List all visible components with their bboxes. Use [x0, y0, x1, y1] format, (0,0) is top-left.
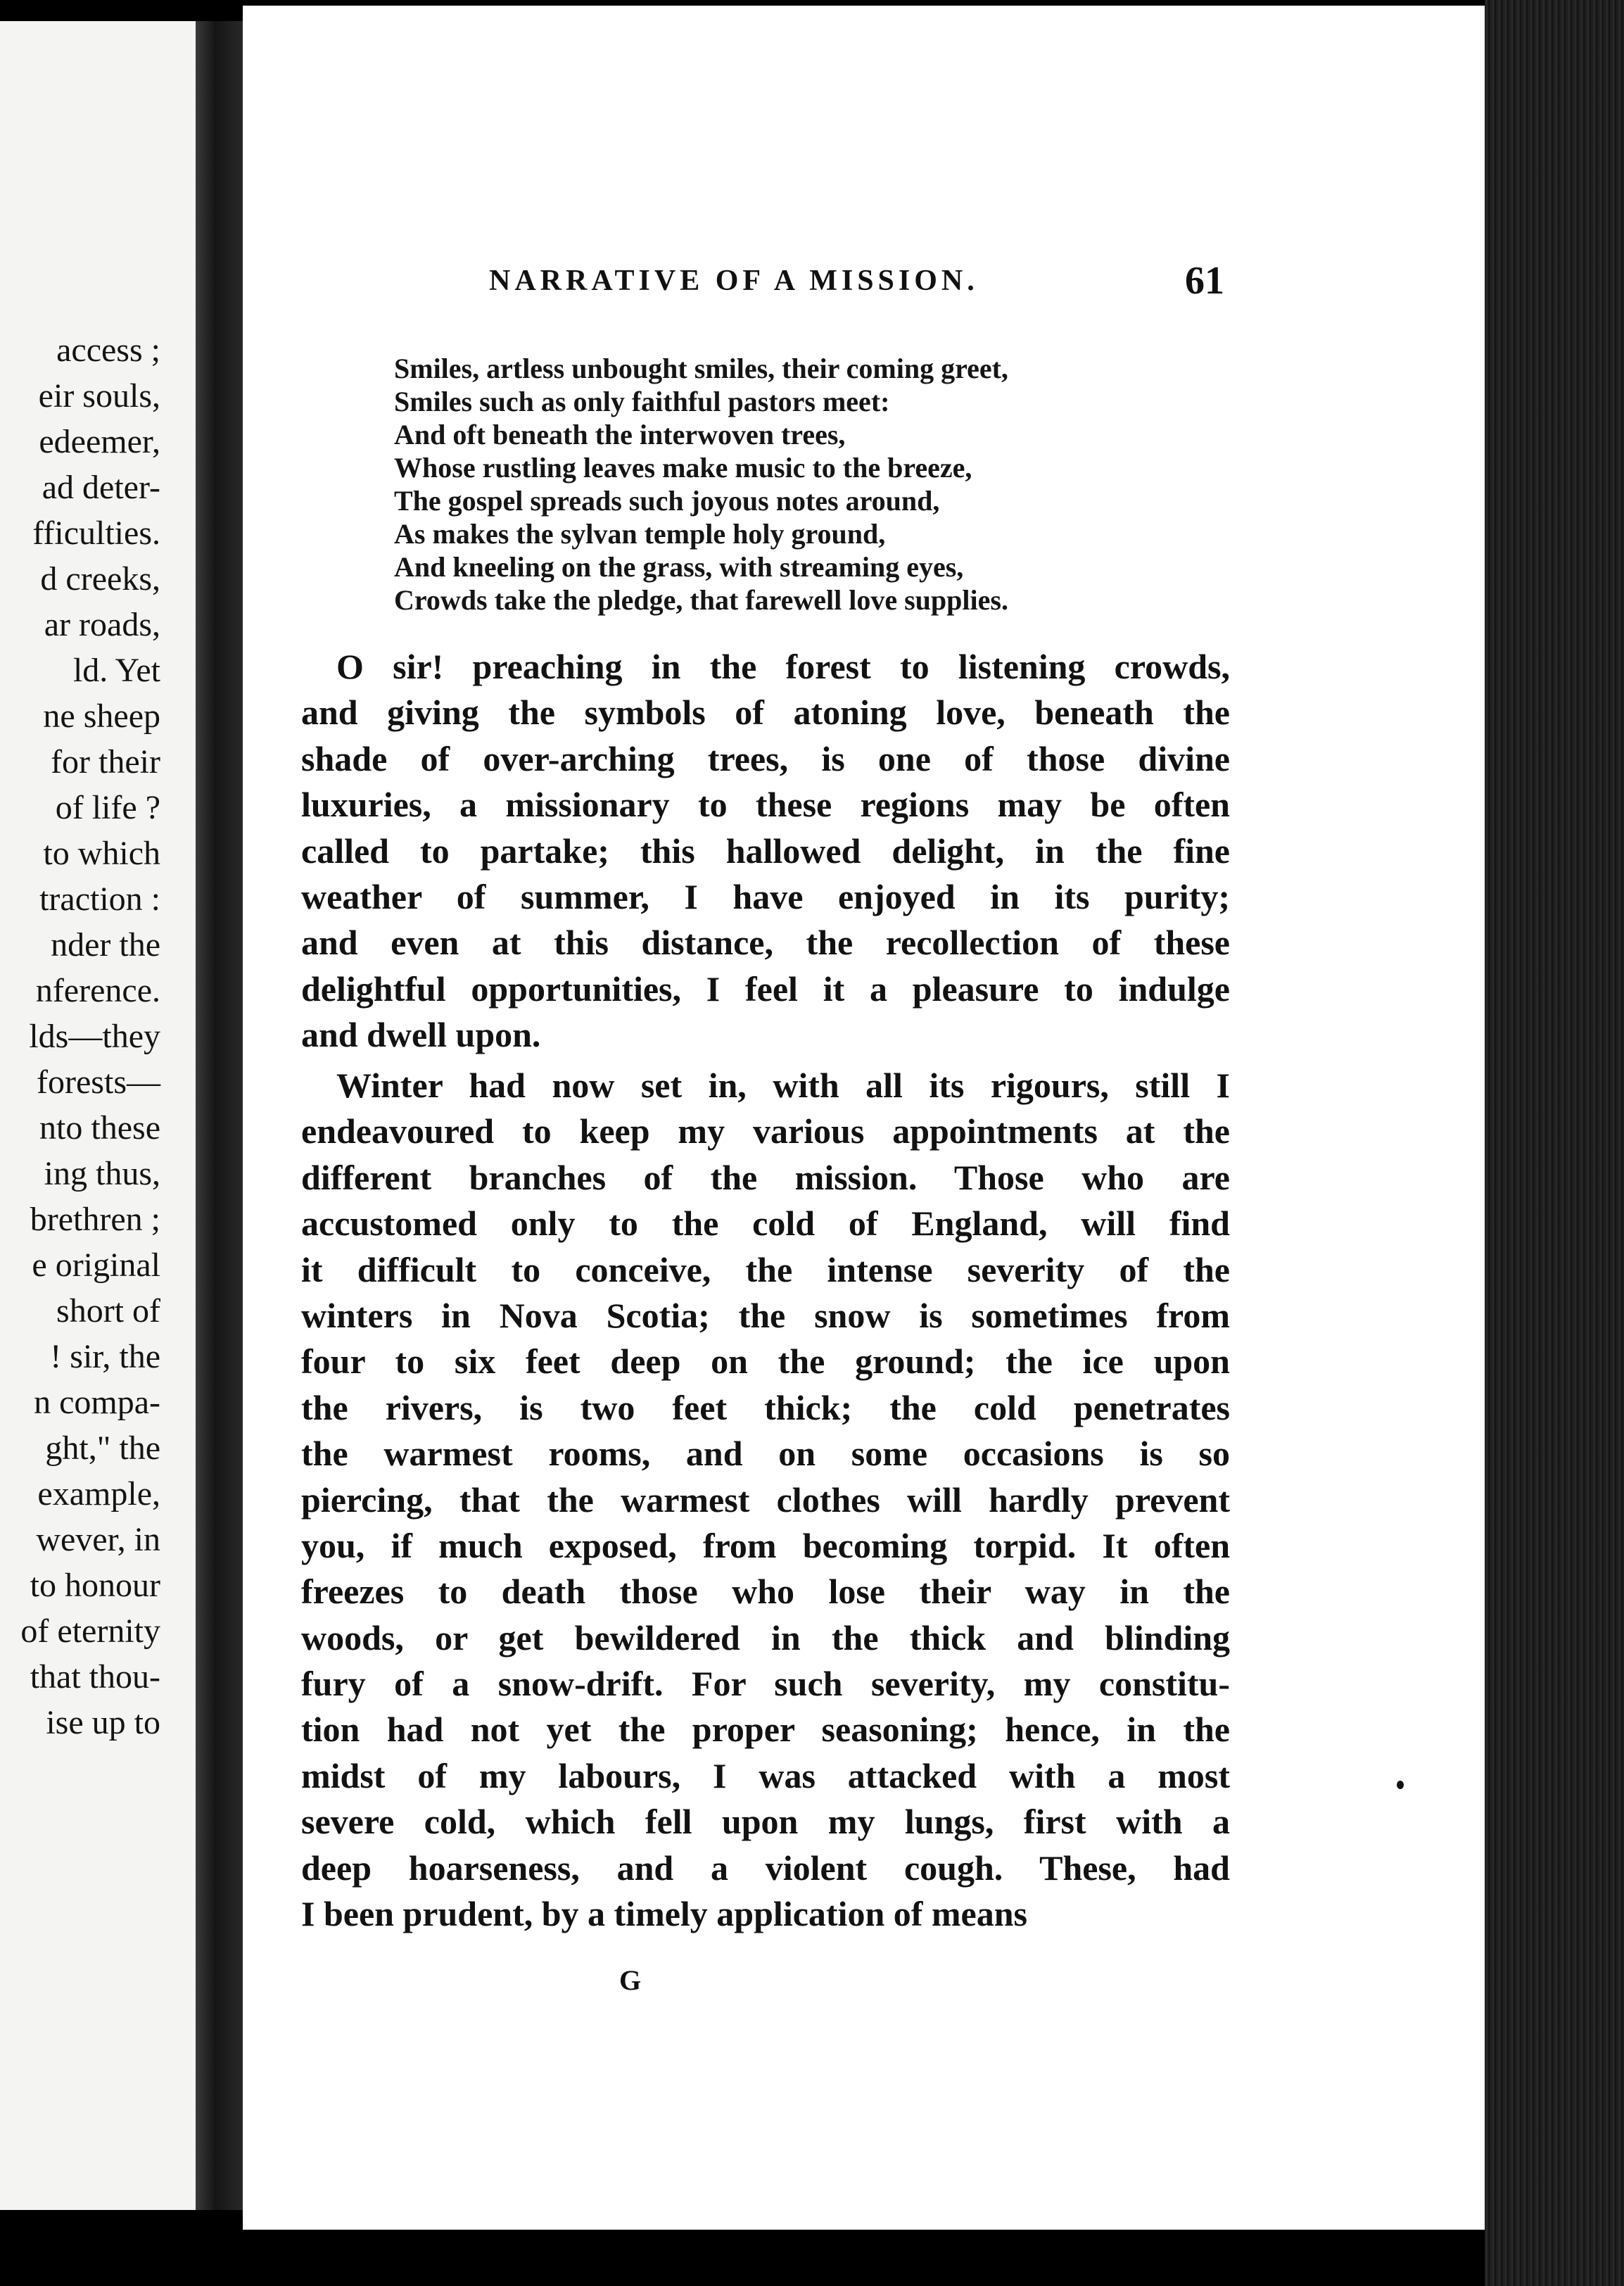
- book-gutter: [196, 21, 245, 2210]
- facing-page-line: e original: [32, 1246, 160, 1284]
- text-line: different branches of the mission. Those who are: [301, 1157, 1230, 1197]
- facing-page-line: nder the: [51, 926, 160, 964]
- verse-line: The gospel spreads such joyous notes around,: [394, 485, 940, 517]
- text-line: O sir! preaching in the forest to listening crowds,: [336, 647, 1230, 686]
- facing-page-line: wever, in: [36, 1521, 160, 1558]
- facing-page-line: that thou-: [30, 1658, 160, 1695]
- verse-line: Smiles, artless unbought smiles, their coming greet,: [394, 353, 1008, 384]
- text-line: and even at this distance, the recollection of these: [301, 923, 1230, 963]
- book-edge: [1485, 0, 1624, 2286]
- facing-page-line: nference.: [35, 972, 160, 1009]
- verse-line: Smiles such as only faithful pastors meet:: [394, 386, 890, 417]
- text-line: luxuries, a missionary to these regions may be often: [301, 785, 1230, 825]
- facing-page-line: example,: [37, 1475, 160, 1513]
- facing-page-line: for their: [51, 743, 160, 781]
- facing-page-line: ise up to: [46, 1704, 160, 1741]
- facing-page-line: ! sir, the: [50, 1338, 160, 1375]
- text-line: it difficult to conceive, the intense severity of the: [301, 1249, 1230, 1289]
- verse-line: And oft beneath the interwoven trees,: [394, 419, 846, 450]
- facing-page-line: nto these: [39, 1109, 160, 1147]
- verse-line: And kneeling on the grass, with streaming eyes,: [394, 551, 964, 583]
- text-line: you, if much exposed, from becoming torpid. It often: [301, 1525, 1230, 1565]
- facing-page-line: n compa-: [34, 1384, 160, 1421]
- text-line: Winter had now set in, with all its rigours, still I: [336, 1066, 1230, 1105]
- facing-page-line: ne sheep: [43, 697, 160, 735]
- facing-page-line: of life ?: [55, 789, 160, 826]
- facing-page-line: ght," the: [45, 1429, 160, 1467]
- text-line: deep hoarseness, and a violent cough. These, had: [301, 1848, 1230, 1888]
- signature-mark: G: [619, 1964, 642, 1996]
- page-number: 61: [1185, 259, 1224, 303]
- facing-page-line: d creeks,: [40, 560, 160, 598]
- running-head: [246, 259, 1224, 313]
- facing-page-line: ad deter-: [42, 469, 160, 506]
- text-line: endeavoured to keep my various appointments at the: [301, 1111, 1230, 1151]
- ink-speck: [1397, 1781, 1404, 1789]
- paragraph-1: [301, 644, 1230, 1059]
- text-line: delightful opportunities, I feel it a pleasure to indulge: [301, 968, 1230, 1009]
- text-line: and giving the symbols of atoning love, beneath the: [301, 693, 1230, 733]
- verse-line: As makes the sylvan temple holy ground,: [394, 518, 886, 550]
- verse-block: [394, 352, 1238, 617]
- text-line: weather of summer, I have enjoyed in its purity;: [301, 876, 1230, 916]
- text-line: the rivers, is two feet thick; the cold penetrates: [301, 1387, 1230, 1427]
- facing-page-line: fficulties.: [32, 514, 160, 552]
- facing-page-line: short of: [56, 1292, 160, 1330]
- text-line: accustomed only to the cold of England, will find: [301, 1204, 1230, 1244]
- text-line: the warmest rooms, and on some occasions is so: [301, 1434, 1230, 1474]
- text-line: four to six feet deep on the ground; the ice upon: [301, 1341, 1230, 1382]
- text-line: severe cold, which fell upon my lungs, first with a: [301, 1802, 1230, 1842]
- paragraph-2: [301, 1063, 1230, 1937]
- facing-page-line: forests—: [37, 1063, 160, 1101]
- text-line: called to partake; this hallowed delight, in the fine: [301, 831, 1230, 871]
- facing-page-line: to honour: [30, 1567, 160, 1604]
- text-line: I been prudent, by a timely application of means: [301, 1894, 1028, 1934]
- verse-line: Crowds take the pledge, that farewell love supplies.: [394, 584, 1008, 616]
- facing-page-line: lds—they: [29, 1018, 160, 1055]
- text-line: freezes to death those who lose their way in the: [301, 1572, 1230, 1612]
- text-line: woods, or get bewildered in the thick and blinding: [301, 1617, 1230, 1657]
- facing-page-line: ing thus,: [44, 1155, 160, 1192]
- text-line: fury of a snow-drift. For such severity, my constitu-: [301, 1664, 1230, 1704]
- facing-page-line: to which: [43, 835, 160, 872]
- facing-page-line: eir souls,: [38, 377, 160, 415]
- facing-page-line: ld. Yet: [72, 652, 160, 689]
- facing-page-line: brethren ;: [30, 1201, 160, 1238]
- text-line: piercing, that the warmest clothes will hardly prevent: [301, 1479, 1230, 1520]
- verse-line: Whose rustling leaves make music to the breeze,: [394, 452, 972, 484]
- facing-page-line: traction :: [39, 880, 160, 918]
- text-line: tion had not yet the proper seasoning; hence, in the: [301, 1710, 1230, 1750]
- running-title: NARRATIVE OF A MISSION.: [489, 265, 979, 297]
- facing-page-line: access ;: [56, 331, 160, 369]
- facing-page-line: of eternity: [20, 1612, 160, 1650]
- facing-page: [0, 21, 211, 2210]
- text-line: and dwell upon.: [301, 1015, 541, 1055]
- facing-page-line: ar roads,: [44, 606, 160, 643]
- facing-page-line: edeemer,: [39, 423, 160, 460]
- text-line: winters in Nova Scotia; the snow is sometimes from: [301, 1295, 1230, 1335]
- text-line: shade of over-arching trees, is one of those divine: [301, 738, 1230, 778]
- text-line: midst of my labours, I was attacked with a most: [301, 1755, 1230, 1795]
